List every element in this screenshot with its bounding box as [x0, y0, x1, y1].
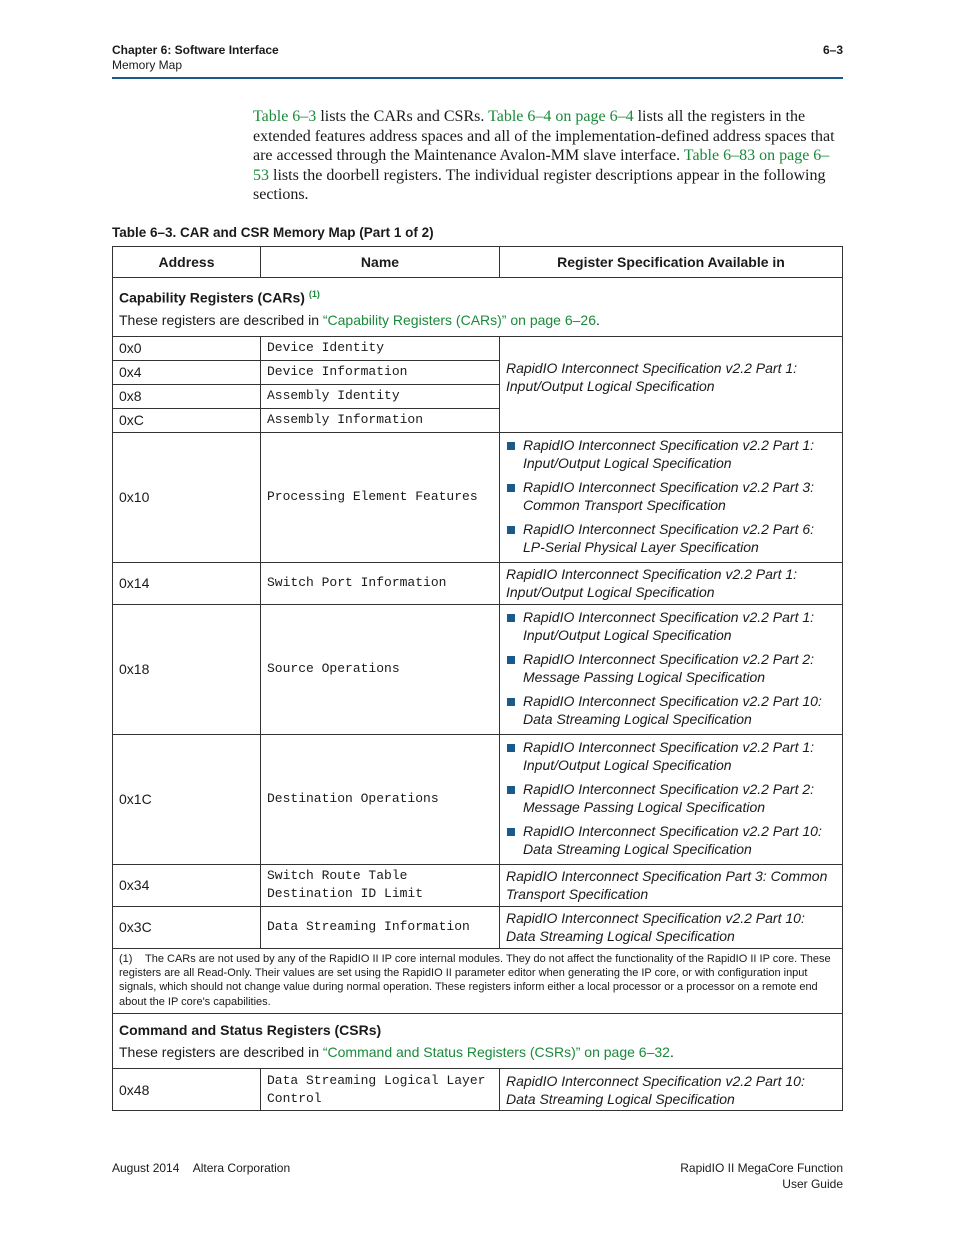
spec-cell: RapidIO Interconnect Specification v2.2 Part 10: Data Streaming Logical Specification — [500, 906, 843, 948]
register-name-cell: Device Identity — [261, 336, 500, 360]
spec-list-item: RapidIO Interconnect Specification v2.2 Part 1: Input/Output Logical Specification — [506, 436, 836, 472]
footnote-cell — [113, 948, 843, 1014]
table-row — [113, 562, 843, 604]
table-row — [113, 1069, 843, 1111]
column-header-address: Address — [113, 247, 261, 278]
page-header — [112, 43, 843, 73]
section-title — [119, 1019, 836, 1041]
register-name-cell: Data Streaming Logical Layer Control — [261, 1069, 500, 1111]
section-description — [119, 309, 836, 331]
spec-cell: RapidIO Interconnect Specification v2.2 Part 1: Input/Output Logical Specification — [500, 562, 843, 604]
address-cell: 0x48 — [113, 1069, 261, 1111]
spec-cell — [500, 734, 843, 864]
table-6-3-link[interactable]: Table 6–3 — [253, 108, 317, 125]
spec-list-item: RapidIO Interconnect Specification v2.2 Part 2: Message Passing Logical Specification — [506, 650, 836, 686]
section-row — [113, 1014, 843, 1069]
address-cell: 0x10 — [113, 432, 261, 562]
spec-list-item: RapidIO Interconnect Specification v2.2 Part 1: Input/Output Logical Specification — [506, 608, 836, 644]
table-row — [113, 604, 843, 734]
register-name-cell: Device Information — [261, 360, 500, 384]
address-cell: 0x34 — [113, 864, 261, 906]
footnote-number: (1) — [119, 952, 133, 965]
address-cell: 0x1C — [113, 734, 261, 864]
section-title-text: Capability Registers (CARs) — [119, 289, 305, 306]
spec-list-item: RapidIO Interconnect Specification v2.2 Part 10: Data Streaming Logical Specification — [506, 692, 836, 728]
register-name-cell: Assembly Identity — [261, 384, 500, 408]
register-name-cell: Source Operations — [261, 604, 500, 734]
footer-company: Altera Corporation — [192, 1161, 291, 1175]
intro-text: lists the CARs and CSRs. — [316, 108, 489, 125]
chapter-title: Chapter 6: Software Interface — [112, 43, 279, 57]
section-cell — [113, 278, 843, 337]
table-row — [113, 336, 843, 360]
table-6-83-link[interactable]: Table 6–83 on page 6–53 — [253, 147, 830, 184]
table-caption: Table 6–3. CAR and CSR Memory Map (Part 1 of 2) — [112, 225, 434, 240]
spec-list-item: RapidIO Interconnect Specification v2.2 Part 6: LP-Serial Physical Layer Specification — [506, 520, 836, 556]
table-row — [113, 734, 843, 864]
page-footer — [112, 1160, 843, 1191]
section-desc-text: These registers are described in — [119, 311, 323, 328]
spec-list-item: RapidIO Interconnect Specification v2.2 Part 1: Input/Output Logical Specification — [506, 738, 836, 774]
spec-list — [506, 608, 836, 728]
table-row — [113, 906, 843, 948]
address-cell: 0x8 — [113, 384, 261, 408]
table-6-4-link[interactable]: Table 6–4 on page 6–4 — [488, 108, 634, 125]
memory-map-table — [112, 246, 843, 1111]
column-header-spec: Register Specification Available in — [500, 247, 843, 278]
register-name-cell: Assembly Information — [261, 408, 500, 432]
spec-list-item: RapidIO Interconnect Specification v2.2 Part 10: Data Streaming Logical Specification — [506, 822, 836, 858]
spec-list — [506, 738, 836, 858]
footer-date: August 2014 — [112, 1161, 180, 1175]
spec-list-item: RapidIO Interconnect Specification v2.2 Part 3: Common Transport Specification — [506, 478, 836, 514]
intro-text: lists all the registers in the extended features address spaces and all of the implementation-defined address spaces that are accessed through the Maintenance Avalon-MM slave interface. — [253, 108, 835, 165]
section-desc-link[interactable]: “Capability Registers (CARs)” on page 6–26 — [322, 311, 596, 328]
section-row — [113, 278, 843, 337]
footer-product: RapidIO II MegaCore Function — [680, 1161, 843, 1175]
register-name-cell: Data Streaming Information — [261, 906, 500, 948]
footer-doc: User Guide — [782, 1177, 843, 1191]
page-number: 6–3 — [822, 43, 843, 57]
address-cell: 0x14 — [113, 562, 261, 604]
header-rule — [112, 77, 843, 79]
spec-cell: RapidIO Interconnect Specification v2.2 Part 10: Data Streaming Logical Specification — [500, 1069, 843, 1111]
section-desc-text: . — [596, 311, 600, 328]
spec-cell: RapidIO Interconnect Specification v2.2 Part 1: Input/Output Logical Specification — [500, 336, 843, 432]
section-desc-link[interactable]: “Command and Status Registers (CSRs)” on page 6–32 — [322, 1044, 670, 1061]
section-desc-text: These registers are described in — [119, 1044, 323, 1061]
section-title: Memory Map — [112, 58, 183, 72]
register-name-cell: Destination Operations — [261, 734, 500, 864]
register-name-cell: Switch Route Table Destination ID Limit — [261, 864, 500, 906]
spec-cell — [500, 604, 843, 734]
address-cell: 0xC — [113, 408, 261, 432]
address-cell: 0x0 — [113, 336, 261, 360]
section-title — [119, 283, 836, 309]
address-cell: 0x4 — [113, 360, 261, 384]
spec-cell: RapidIO Interconnect Specification Part 3: Common Transport Specification — [500, 864, 843, 906]
spec-list-item: RapidIO Interconnect Specification v2.2 Part 2: Message Passing Logical Specification — [506, 780, 836, 816]
column-header-name: Name — [261, 247, 500, 278]
table-row — [113, 432, 843, 562]
section-cell — [113, 1014, 843, 1069]
spec-cell — [500, 432, 843, 562]
register-name-cell: Processing Element Features — [261, 432, 500, 562]
footnote-text: The CARs are not used by any of the RapidIO II IP core internal modules. They do not affect the functionality of the RapidIO II IP core. These registers are all Read-Only. Their values are set using the RapidIO II parameter editor when generating the IP core, or with configuration input signals, which should not change value during normal operation. These registers inform either a local processor or a processor on a remote end about the IP core's capabilities. — [119, 952, 831, 1008]
section-title-text: Command and Status Registers (CSRs) — [119, 1022, 382, 1039]
footnote-row — [113, 948, 843, 1014]
table-row — [113, 864, 843, 906]
section-description — [119, 1041, 836, 1063]
intro-text: lists the doorbell registers. The individual register descriptions appear in the following sections. — [253, 166, 826, 204]
footnote-ref[interactable]: (1) — [308, 289, 320, 299]
table-header-row — [113, 247, 843, 278]
register-name-cell: Switch Port Information — [261, 562, 500, 604]
spec-list — [506, 436, 836, 556]
section-desc-text: . — [669, 1044, 674, 1061]
address-cell: 0x3C — [113, 906, 261, 948]
address-cell: 0x18 — [113, 604, 261, 734]
intro-paragraph — [253, 107, 843, 205]
